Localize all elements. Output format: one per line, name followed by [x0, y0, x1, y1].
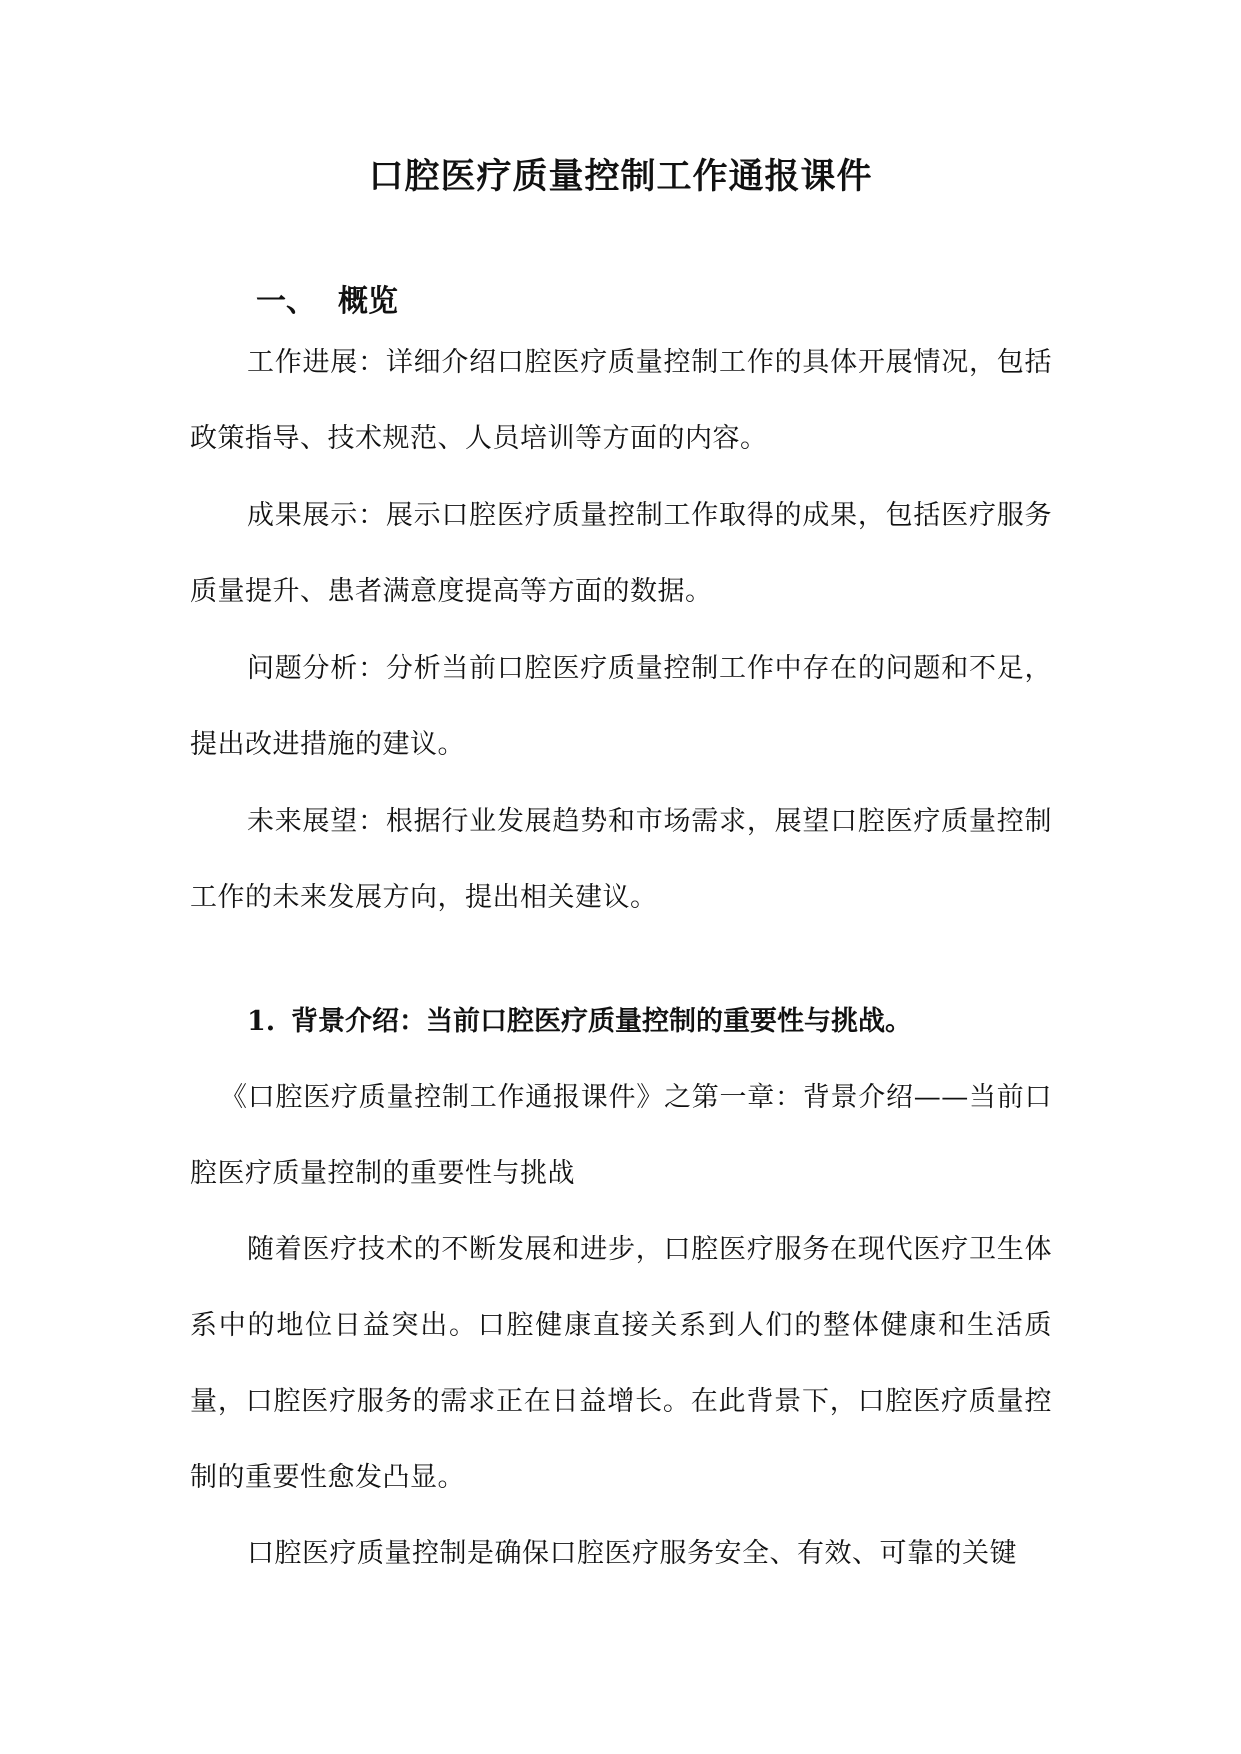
subsection-number: 1. [247, 1006, 276, 1037]
section-heading-overview [256, 280, 398, 324]
paragraph-chapter-intro: 《口腔医疗质量控制工作通报课件》之第一章：背景介绍——当前口腔医疗质量控制的重要性与挑战 [190, 1082, 1052, 1189]
paragraph-problem-analysis: 问题分析：分析当前口腔医疗质量控制工作中存在的问题和不足，提出改进措施的建议。 [190, 653, 1052, 760]
subsection-title: 背景介绍：当前口腔医疗质量控制的重要性与挑战。 [291, 1006, 912, 1037]
paragraph-background-1: 随着医疗技术的不断发展和进步，口腔医疗服务在现代医疗卫生体系中的地位日益突出。口腔健康直接关系到人们的整体健康和生活质量，口腔医疗服务的需求正在日益增长。在此背景下，口腔医疗质量控制的重要性愈发凸显。 [190, 1234, 1052, 1493]
paragraph-results: 成果展示：展示口腔医疗质量控制工作取得的成果，包括医疗服务质量提升、患者满意度提高等方面的数据。 [190, 500, 1052, 607]
section-title: 概览 [338, 284, 398, 319]
section-number: 一、 [256, 284, 316, 319]
paragraph-background-2: 口腔医疗质量控制是确保口腔医疗服务安全、有效、可靠的关键 [247, 1538, 1017, 1569]
paragraph-future-outlook: 未来展望：根据行业发展趋势和市场需求，展望口腔医疗质量控制工作的未来发展方向，提出相关建议。 [190, 806, 1052, 913]
subsection-heading-background [247, 1000, 912, 1044]
paragraph-work-progress: 工作进展：详细介绍口腔医疗质量控制工作的具体开展情况，包括政策指导、技术规范、人员培训等方面的内容。 [190, 347, 1052, 454]
document-title: 口腔医疗质量控制工作通报课件 [368, 156, 873, 197]
